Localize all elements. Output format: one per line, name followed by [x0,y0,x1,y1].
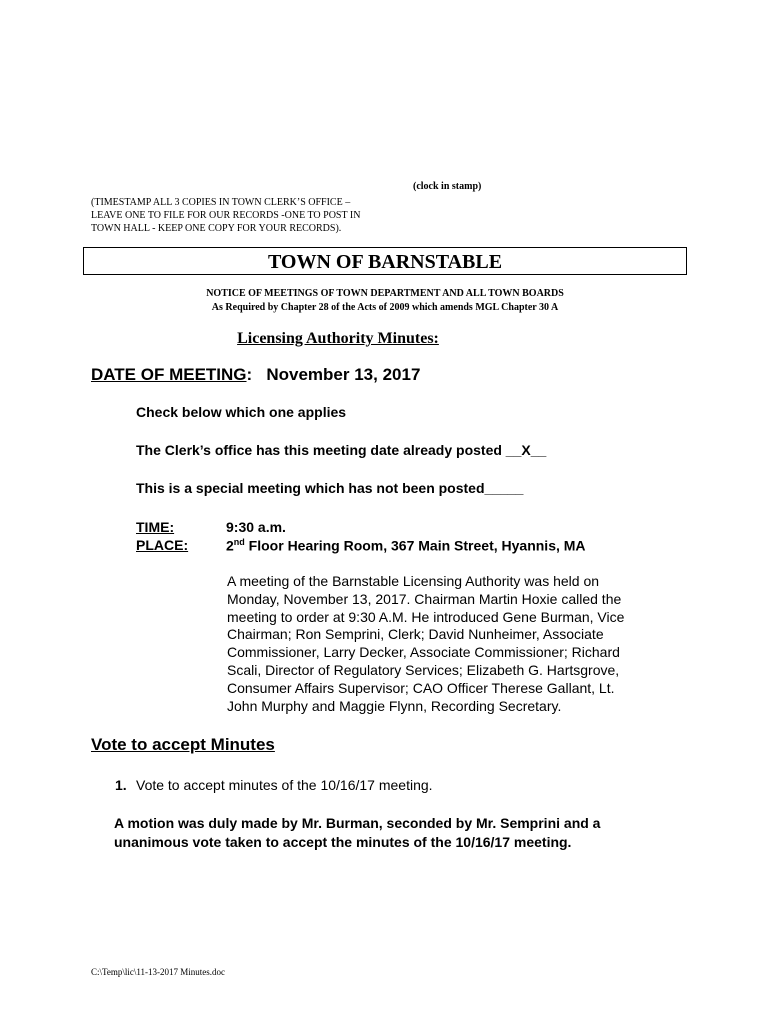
place-label: PLACE: [136,537,189,553]
place-value: 2nd Floor Hearing Room, 367 Main Street, Hyannis, MA [226,537,586,554]
town-title: TOWN OF BARNSTABLE [267,251,503,273]
time-value: 9:30 a.m. [226,519,286,535]
notice-subheading: As Required by Chapter 28 of the Acts of 2009 which amends MGL Chapter 30 A [211,302,559,313]
date-label: DATE OF MEETING [91,365,247,384]
special-meeting-option: This is a special meeting which has not been posted_____ [136,480,524,496]
description-line: Chairman; Ron Semprini, Clerk; David Nunheimer, Associate [227,626,604,643]
minutes-heading: Licensing Authority Minutes: [237,330,439,347]
timestamp-note-line: LEAVE ONE TO FILE FOR OUR RECORDS -ONE TO POST IN [91,210,361,221]
posted-option: The Clerk’s office has this meeting date already posted __X__ [136,442,547,458]
timestamp-note-line: TOWN HALL - KEEP ONE COPY FOR YOUR RECORDS). [91,223,342,234]
footer-file-path: C:\Temp\lic\11-13-2017 Minutes.doc [91,967,226,977]
date-value: November 13, 2017 [266,365,421,384]
meeting-date-row: DATE OF MEETING: November 13, 2017 [91,365,421,384]
description-line: Scali, Director of Regulatory Services; Elizabeth G. Hartsgrove, [227,661,620,678]
motion-text [114,814,600,852]
description-line: Commissioner, Larry Decker, Associate Commissioner; Richard [227,644,620,661]
motion-line: A motion was duly made by Mr. Burman, seconded by Mr. Semprini and a [114,815,601,831]
town-title-box [83,247,687,275]
description-line: John Murphy and Maggie Flynn, Recording Secretary. [227,697,562,714]
description-line: meeting to order at 9:30 A.M. He introduced Gene Burman, Vice [227,608,625,625]
description-line: Consumer Affairs Supervisor; CAO Officer Therese Gallant, Lt. [227,679,615,696]
time-label: TIME: [136,519,175,535]
description-line: Monday, November 13, 2017. Chairman Martin Hoxie called the [227,590,622,607]
item-text: Vote to accept minutes of the 10/16/17 meeting. [136,777,433,793]
meeting-description [227,573,677,715]
description-line: A meeting of the Barnstable Licensing Authority was held on [227,573,600,589]
clock-in-stamp-label: (clock in stamp) [413,181,482,192]
item-number: 1. [115,777,127,793]
timestamp-note-line: (TIMESTAMP ALL 3 COPIES IN TOWN CLERK’S OFFICE – [91,197,351,208]
check-instruction: Check below which one applies [136,404,347,420]
motion-line: unanimous vote taken to accept the minutes of the 10/16/17 meeting. [114,834,572,850]
section-title: Vote to accept Minutes [91,735,275,754]
notice-heading: NOTICE OF MEETINGS OF TOWN DEPARTMENT AND ALL TOWN BOARDS [206,288,564,299]
